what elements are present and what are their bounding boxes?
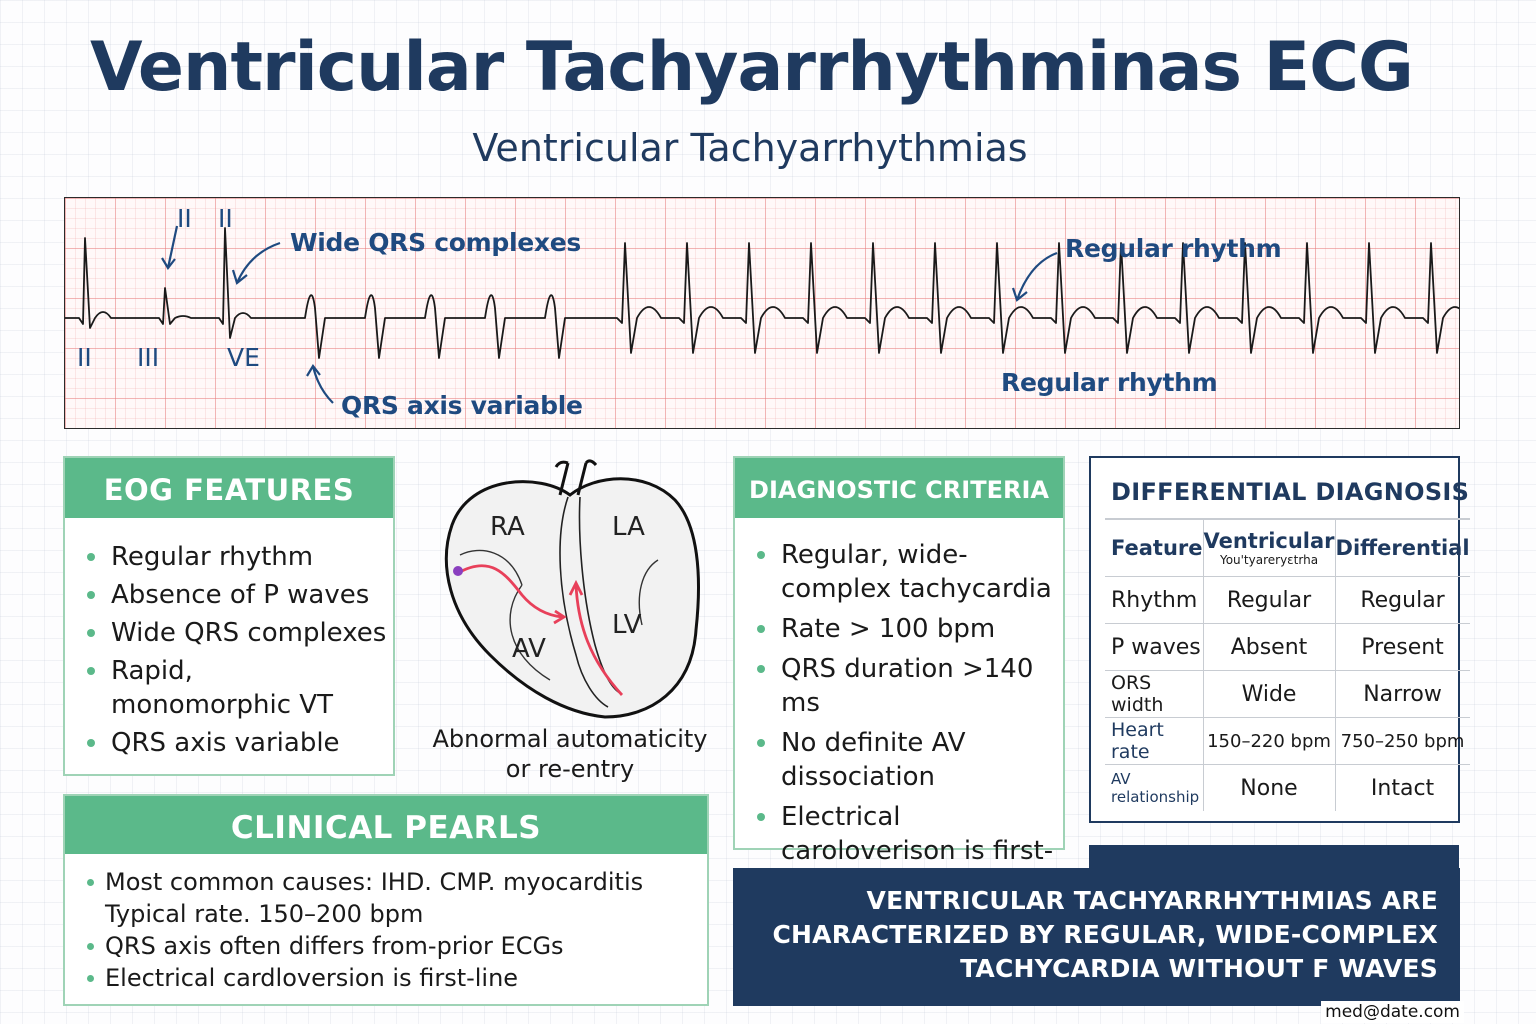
summary-box bbox=[733, 868, 1460, 1006]
cell: None bbox=[1203, 765, 1335, 812]
label-la: LA bbox=[612, 512, 645, 542]
row-label: Rhythm bbox=[1105, 577, 1203, 624]
cell: 150–220 bpm bbox=[1203, 718, 1335, 765]
feature-item: Wide QRS complexes bbox=[65, 616, 393, 650]
annotation-regular-rhythm-bottom: Regular rhythm bbox=[1001, 368, 1218, 397]
annotation-qrs-axis: QRS axis variable bbox=[341, 391, 583, 420]
label-ra: RA bbox=[490, 512, 525, 542]
table-header-row bbox=[1105, 519, 1470, 577]
label-lv: LV bbox=[612, 610, 642, 640]
feature-item: QRS axis variable bbox=[65, 726, 393, 760]
heart-caption-line1: Abnormal automaticity bbox=[432, 725, 708, 753]
heart-caption-line2: or re-entry bbox=[505, 755, 635, 783]
pearl-item: Most common causes: IHD. CMP. myocarditis bbox=[65, 866, 707, 898]
criteria-item: Regular, wide-complex tachycardia bbox=[735, 538, 1055, 606]
column-header-ventricular: Ventricular bbox=[1203, 529, 1335, 553]
table-row bbox=[1105, 577, 1470, 624]
lead-label-top-1: II bbox=[177, 204, 192, 233]
annotation-wide-qrs: Wide QRS complexes bbox=[290, 228, 581, 257]
ecg-features-heading: EOG FEATURES bbox=[65, 458, 393, 518]
table-row bbox=[1105, 765, 1470, 812]
table-row bbox=[1105, 718, 1470, 765]
lead-label-top-2: II bbox=[218, 204, 233, 233]
feature-item: Absence of P waves bbox=[65, 578, 393, 612]
arrow-qrs-axis bbox=[307, 366, 333, 403]
differential-diagnosis-panel bbox=[1089, 456, 1470, 823]
criteria-item: QRS duration >140 ms bbox=[735, 652, 1055, 720]
table-row bbox=[1105, 624, 1470, 671]
ecg-strip bbox=[64, 197, 1460, 429]
page-subtitle: Ventricular Tachyarrhythmias bbox=[472, 126, 1028, 170]
heart-caption bbox=[430, 724, 710, 784]
table-row bbox=[1105, 671, 1470, 718]
cell: Narrow bbox=[1335, 671, 1470, 718]
column-header: Feature bbox=[1105, 519, 1203, 577]
cell: 750–250 bpm bbox=[1335, 718, 1470, 765]
lead-label-bottom-2: III bbox=[137, 343, 160, 372]
arrow-regular-rhythm bbox=[1013, 253, 1057, 300]
cell: Absent bbox=[1203, 624, 1335, 671]
lead-label-bottom-1: II bbox=[77, 343, 92, 372]
heart-svg bbox=[430, 455, 710, 725]
cell: Regular bbox=[1335, 577, 1470, 624]
cell: Intact bbox=[1335, 765, 1470, 812]
differential-table bbox=[1105, 518, 1470, 811]
summary-text: VENTRICULAR TACHYARRHYTHMIAS ARE CHARACTERIZED BY REGULAR, WIDE-COMPLEX TACHYCARDIA WITHOUT F WAVES bbox=[772, 886, 1438, 983]
criteria-item: Rate > 100 bpm bbox=[735, 612, 1055, 646]
row-label: P waves bbox=[1105, 624, 1203, 671]
arrow-lead-1 bbox=[162, 226, 177, 268]
column-header-sub: You'tyareryɛtrha bbox=[1219, 553, 1319, 567]
footer-credit: med@date.com bbox=[1321, 1001, 1464, 1023]
feature-item: Rapid, monomorphic VT bbox=[65, 654, 351, 722]
cell: Present bbox=[1335, 624, 1470, 671]
cell: Regular bbox=[1203, 577, 1335, 624]
page-title: Ventricular Tachyarrhythminas ECG bbox=[90, 28, 1413, 107]
ecg-trace-svg bbox=[65, 198, 1459, 428]
pearl-item: QRS axis often differs from-prior ECGs bbox=[65, 930, 707, 962]
clinical-pearls-panel bbox=[63, 794, 709, 1006]
clinical-pearls-heading: CLINICAL PEARLS bbox=[65, 796, 707, 854]
criteria-item: No definite AV dissociation bbox=[735, 726, 981, 794]
lead-label-bottom-3: VE bbox=[227, 343, 260, 372]
diagnostic-criteria-heading: DIAGNOSTIC CRITERIA bbox=[735, 458, 1063, 518]
criteria-item: Electrical caroloverison is first- bbox=[735, 800, 1055, 902]
pearl-item: Electrical cardloversion is first-line bbox=[65, 962, 707, 994]
row-label: AV relationship bbox=[1111, 770, 1200, 806]
annotation-regular-rhythm-top: Regular rhythm bbox=[1065, 234, 1282, 263]
diagnostic-criteria-panel bbox=[733, 456, 1065, 866]
feature-item: Regular rhythm bbox=[65, 540, 393, 574]
row-label: ORS width bbox=[1105, 671, 1203, 718]
row-label: Heart rate bbox=[1105, 718, 1203, 765]
label-av: AV bbox=[512, 634, 546, 664]
column-header bbox=[1203, 519, 1335, 577]
pearl-item: Typical rate. 150–200 bpm bbox=[105, 900, 424, 928]
heart-diagram bbox=[430, 455, 710, 725]
ecg-features-panel bbox=[63, 456, 395, 776]
arrow-wide-qrs bbox=[233, 243, 280, 283]
heart-outline bbox=[446, 479, 698, 717]
cell: Wide bbox=[1203, 671, 1335, 718]
differential-heading: DIFFERENTIAL DIAGNOSIS bbox=[1111, 478, 1470, 506]
pacemaker-focus bbox=[453, 566, 463, 576]
column-header: Differential bbox=[1335, 519, 1470, 577]
